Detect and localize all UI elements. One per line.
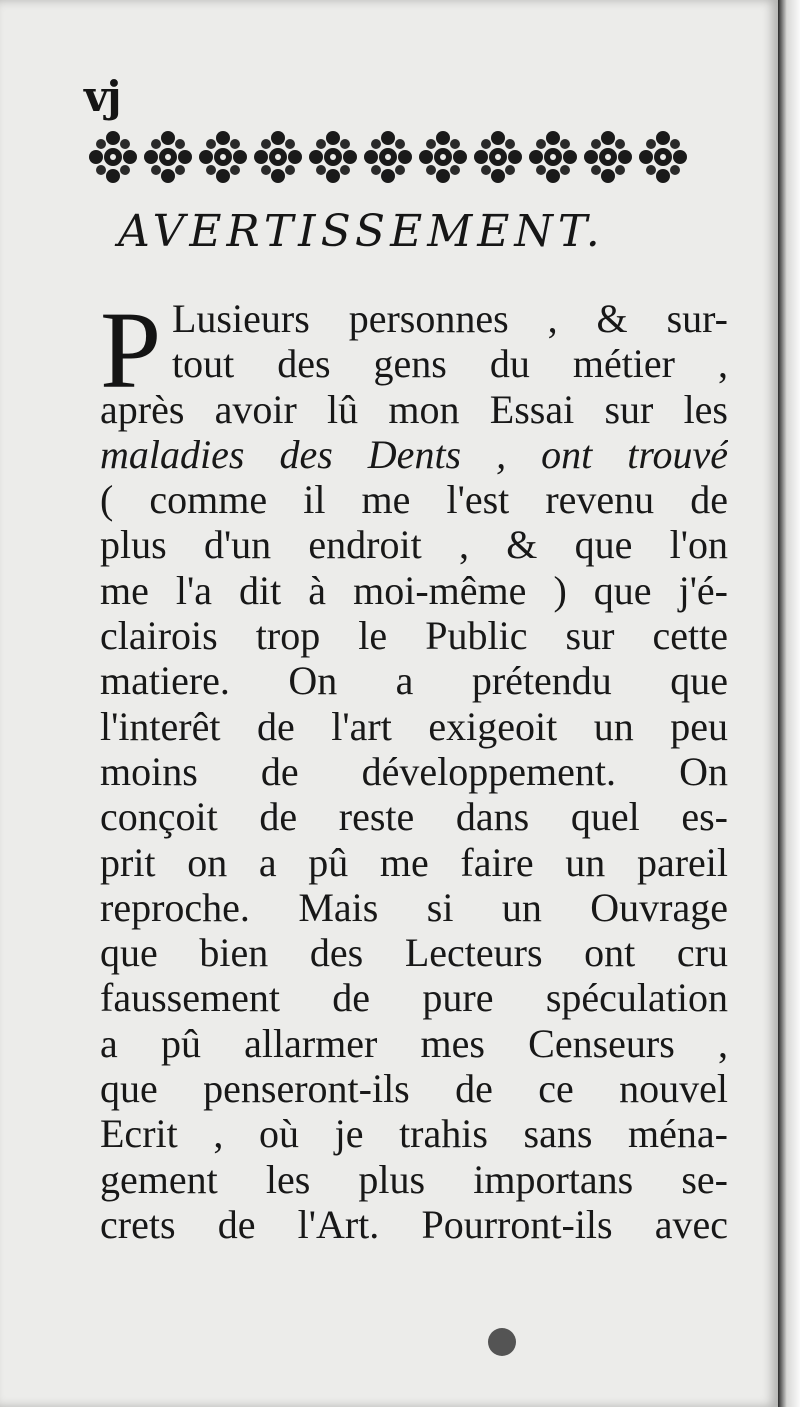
drop-cap-letter: P [100,289,162,411]
page-edge-shadow [778,0,800,1407]
body-text [100,289,728,1247]
ink-blot [488,1328,516,1356]
text-line: faussement de pure spéculation [100,975,728,1021]
section-heading: AVERTISSEMENT. [118,206,605,257]
text-line: conçoit de reste dans quel es- [100,794,728,840]
decorative-headband [86,126,692,188]
text-line: gement les plus importans se- [100,1156,728,1202]
text-line: maladies des Dents , ont trouvé [100,431,728,477]
text-line: que bien des Lecteurs ont cru [100,930,728,976]
text-line: prit on a pû me faire un pareil [100,839,728,885]
text-line: matiere. On a prétendu que [100,658,728,704]
text-line: ( comme il me l'est revenu de [100,477,728,523]
text-line: après avoir lû mon Essai sur les [100,386,728,432]
text-line: l'interêt de l'art exigeoit un peu [100,703,728,749]
text-line: plus d'un endroit , & que l'on [100,522,728,568]
text-line: que penseront-ils de ce nouvel [100,1066,728,1112]
text-line: tout des gens du métier , [172,341,728,387]
text-line: moins de développement. On [100,748,728,794]
text-line: clairois trop le Public sur cette [100,613,728,659]
text-line: Lusieurs personnes , & sur- [172,296,728,341]
text-line: Ecrit , où je trahis sans ména- [100,1111,728,1157]
text-line: me l'a dit à moi-même ) que j'é- [100,567,728,613]
text-line: reproche. Mais si un Ouvrage [100,884,728,930]
page-number: vj [84,72,120,121]
text-line: a pû allarmer mes Censeurs , [100,1020,728,1066]
text-line: crets de l'Art. Pourront-ils avec [100,1201,728,1247]
